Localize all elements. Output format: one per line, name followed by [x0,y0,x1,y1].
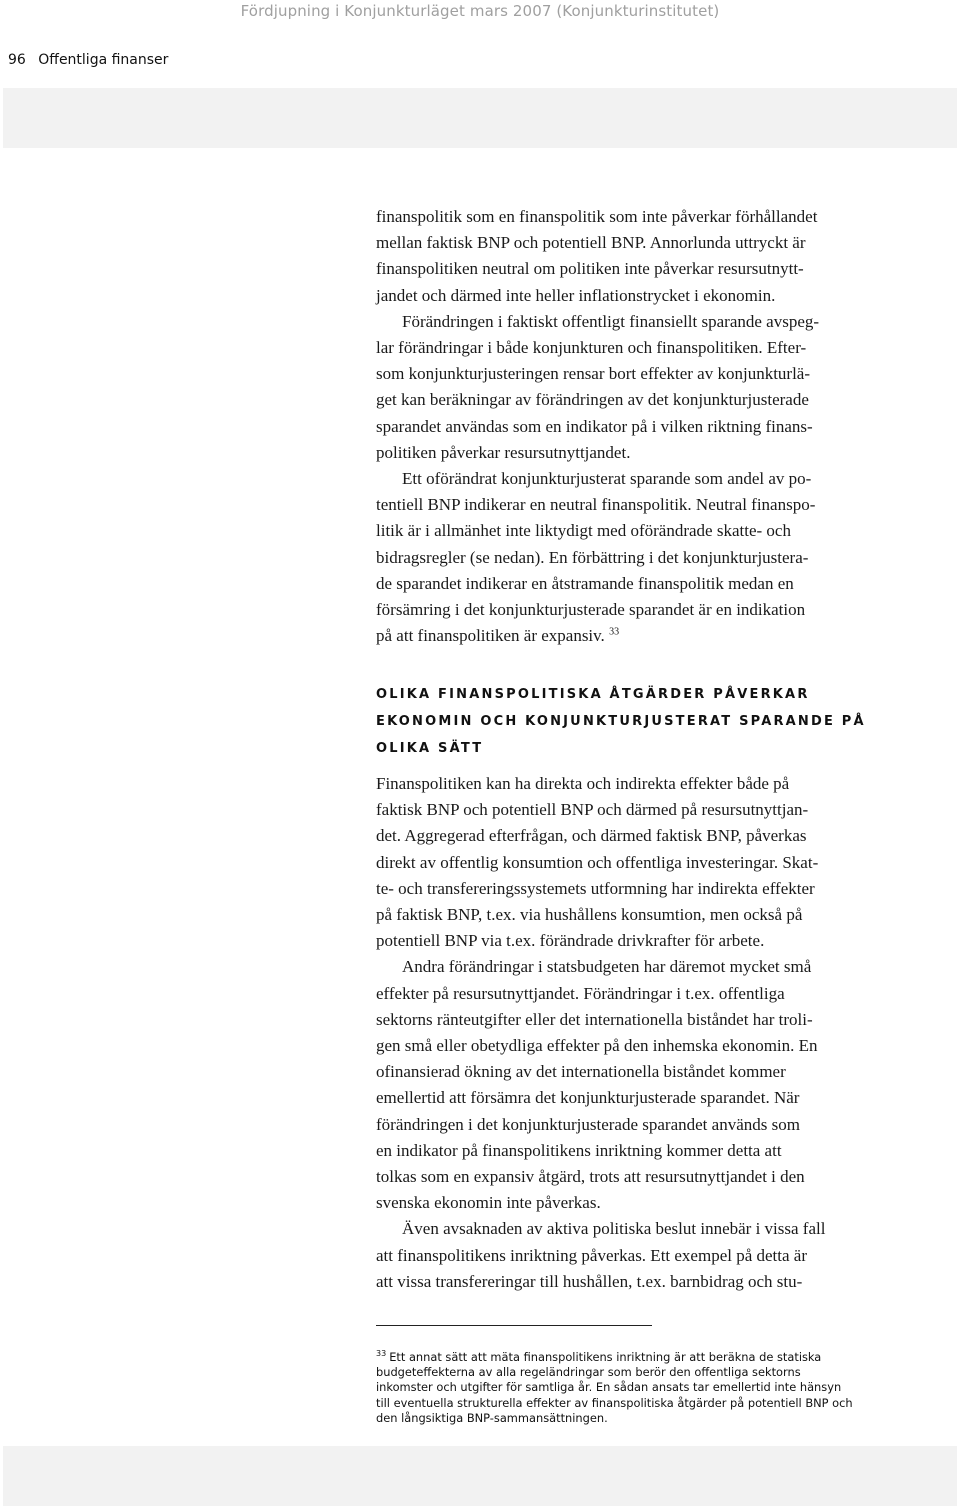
footnote-line: till eventuella strukturella effekter av finanspolitiska åtgärder på potentiell BNP och [376,1395,853,1410]
paragraph [376,771,906,954]
footnote-line: budgeteffekterna av alla regeländringar som berör den offentliga sektorns [376,1365,801,1380]
text-line: direkt av offentlig konsumtion och offentliga investeringar. Skat- [376,852,819,872]
text-line: Ett oförändrat konjunkturjusterat sparande som andel av po- [402,469,812,489]
text-line: en indikator på finanspolitikens inriktning kommer detta att [376,1140,782,1160]
body-section-1 [376,204,906,649]
text-line: Förändringen i faktiskt offentligt finansiellt sparande avspeg- [402,311,820,331]
text-line: förändringen i det konjunkturjusterade sparandet används som [376,1114,800,1134]
footnote [376,1350,916,1426]
text-line-content: på att finanspolitiken är expansiv. [376,626,605,646]
text-line: finanspolitiken neutral om politiken inte påverkar resursutnytt- [376,259,804,279]
text-line: svenska ekonomin inte påverkas. [376,1193,601,1213]
footnote-line: den långsiktiga BNP-sammansättningen. [376,1410,608,1425]
text-line: litik är i allmänhet inte liktydigt med oförändrade skatte- och [376,521,791,541]
paragraph [376,954,906,1216]
text-line: Andra förändringar i statsbudgeten har däremot mycket små [402,957,812,977]
text-line: politiken påverkar resursutnyttjandet. [376,442,631,462]
heading [376,681,906,762]
text-line: det. Aggregerad efterfrågan, och därmed faktisk BNP, påverkas [376,826,807,846]
paragraph [376,309,906,466]
text-line: finanspolitik som en finanspolitik som inte påverkar förhållandet [376,207,818,226]
document-title: Fördjupning i Konjunkturläget mars 2007 (Konjunkturinstitutet) [240,2,720,20]
paragraph [376,1216,906,1295]
running-header [8,52,168,68]
footnote-divider [376,1325,652,1326]
footnote-reference[interactable]: 33 [609,626,620,638]
header-band [3,88,957,148]
text-line: potentiell BNP via t.ex. förändrade drivkrafter för arbete. [376,931,765,951]
text-line: te- och transfereringssystemets utformning har indirekta effekter [376,878,815,898]
text-line: gen små eller obetydliga effekter på den inhemska ekonomin. En [376,1036,818,1056]
text-line: jandet och därmed inte heller inflationstrycket i ekonomin. [376,285,776,305]
running-header-title: Offentliga finanser [38,52,169,68]
page-number: 96 [8,52,26,68]
text-line: sektorns ränteutgifter eller det internationella biståndet har troli- [376,1009,813,1029]
footnote-line: inkomster och utgifter för samtliga år. En sådan ansats tar emellertid inte hänsyn [376,1380,842,1395]
paragraph [376,204,906,309]
text-line: att finanspolitikens inriktning påverkas. Ett exempel på detta är [376,1245,808,1265]
text-line: mellan faktisk BNP och potentiell BNP. Annorlunda uttryckt är [376,233,806,253]
text-line: lar förändringar i både konjunkturen och finanspolitiken. Efter- [376,338,807,358]
heading-line: EKONOMIN OCH KONJUNKTURJUSTERAT SPARANDE PÅ [376,714,866,729]
text-line: Finanspolitiken kan ha direkta och indirekta effekter både på [376,774,790,793]
footnote-mark: 33 [376,1349,387,1359]
text-line: faktisk BNP och potentiell BNP och därmed på resursutnyttjan- [376,800,809,820]
text-line: effekter på resursutnyttjandet. Förändringar i t.ex. offentliga [376,983,785,1003]
text-line: på faktisk BNP, t.ex. via hushållens konsumtion, men också på [376,905,803,925]
body-section-2 [376,771,906,1295]
text-line: bidragsregler (se nedan). En förbättring i det konjunkturjustera- [376,547,809,567]
text-line: tentiell BNP indikerar en neutral finanspolitik. Neutral finanspo- [376,495,816,515]
footnote-line [376,1350,916,1365]
text-line: emellertid att försämra det konjunkturjusterade sparandet. När [376,1088,800,1108]
text-line: som konjunkturjusteringen rensar bort effekter av konjunkturlä- [376,364,811,384]
text-line: försämring i det konjunkturjusterade sparandet är en indikation [376,600,806,620]
footnote-text: Ett annat sätt att mäta finanspolitikens inriktning är att beräkna de statiska [389,1350,822,1364]
text-line: get kan beräkningar av förändringen av det konjunkturjusterade [376,390,809,410]
text-line: ofinansierad ökning av det internationella biståndet kommer [376,1062,786,1082]
text-line: de sparandet indikerar en åtstramande finanspolitik medan en [376,573,794,593]
heading-line: OLIKA FINANSPOLITISKA ÅTGÄRDER PÅVERKAR [376,687,810,702]
text-line: tolkas som en expansiv åtgärd, trots att resursutnyttjandet i den [376,1167,805,1187]
heading-line: OLIKA SÄTT [376,741,484,756]
text-line [376,623,906,649]
text-line: att vissa transfereringar till hushållen, t.ex. barnbidrag och stu- [376,1271,803,1291]
paragraph [376,466,906,649]
section-heading [376,681,906,762]
text-line: sparandet användas som en indikator på i vilken riktning finans- [376,416,813,436]
footer-band [3,1446,957,1506]
text-line: Även avsaknaden av aktiva politiska beslut innebär i vissa fall [402,1219,826,1239]
